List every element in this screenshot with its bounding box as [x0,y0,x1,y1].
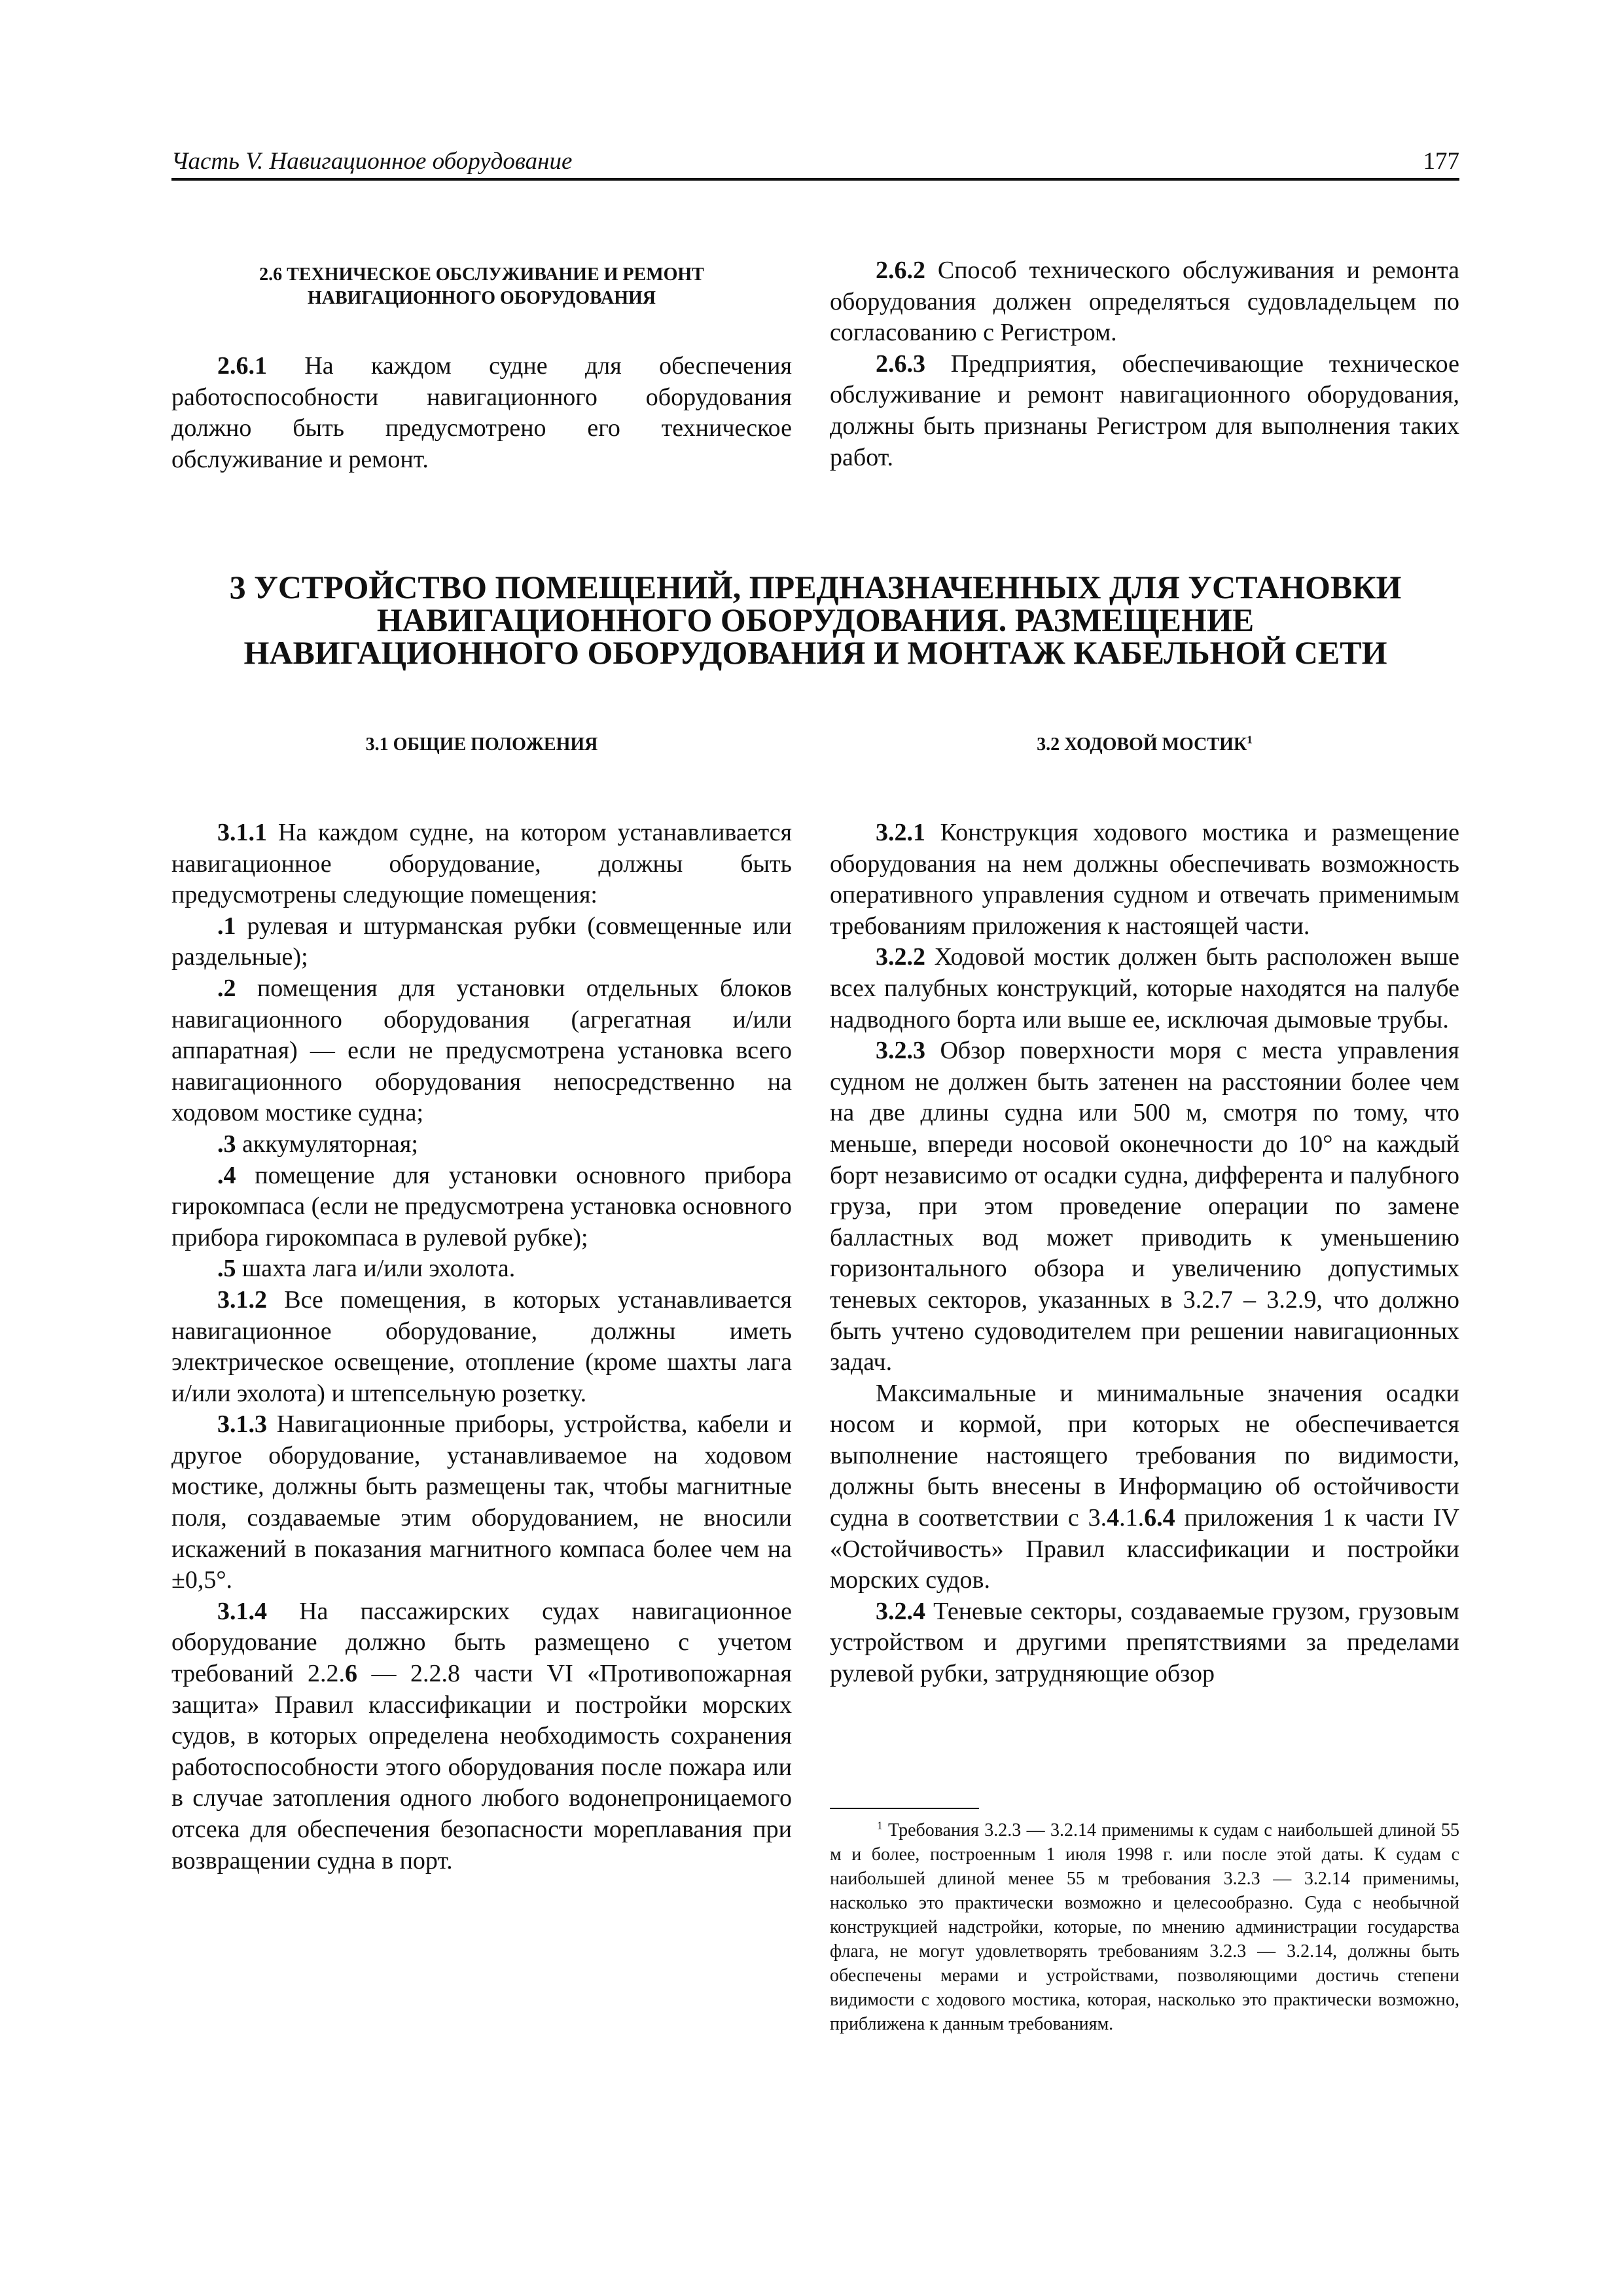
section-3-2-heading-text: 3.2 ХОДОВОЙ МОСТИК [1037,734,1247,755]
footnote [830,1818,1459,2036]
paragraph-number: 3.2.4 [876,1597,925,1625]
paragraph-text: Обзор поверхности моря с места управления судном не должен быть затенен на расстоянии более чем на две длины судна или 500 м, смотря по тому, что меньше, впереди носовой оконечности до 10° на каждый борт независимо от осадки судна, дифферента и палубного груза, при этом проведение операции по замене балластных вод может приводить к уменьшению горизонтального обзора и увеличению допустимых теневых секторов, указанных в 3.2.7 – 3.2.9, что должно быть учтено судоводителем при решении навигационных задач. [830,1037,1459,1376]
paragraph-3-1-2 [171,1285,792,1409]
paragraph-3-2-3-continued [830,1378,1459,1596]
paragraph-text: Теневые секторы, создаваемые грузом, грузовым устройством и другими препятствиями за пределами рулевой рубки, затрудняющие обзор [830,1597,1459,1688]
paragraph-number: 3.2.3 [876,1037,925,1065]
paragraph-3-2-3 [830,1035,1459,1378]
paragraph-2-6-3 [830,349,1459,473]
paragraph-number: 3.1.1 [217,819,267,846]
section-3-1-column [171,817,792,1876]
running-header-title: Часть V. Навигационное оборудование [171,148,573,175]
chapter-3-title [171,571,1459,669]
bold-reference: 4 [1107,1504,1120,1532]
chapter-title-line2: НАВИГАЦИОННОГО ОБОРУДОВАНИЯ. РАЗМЕЩЕНИЕ [376,601,1255,638]
paragraph-3-1-1 [171,817,792,911]
list-item-1 [171,911,792,973]
page-number: 177 [1423,148,1459,175]
list-number: .4 [217,1161,236,1189]
paragraph-text: приложения 1 к части IV «Остойчивость» Правил классификации и постройки морских судов. [830,1504,1459,1594]
paragraph-number: 3.1.3 [217,1410,267,1439]
paragraph-3-2-2 [830,942,1459,1035]
paragraph-number: 2.6.3 [876,350,925,378]
paragraph-3-1-3 [171,1409,792,1596]
footnote-reference: 1 [1247,733,1253,746]
running-header [171,143,1459,179]
paragraph-number: 2.6.2 [876,257,925,284]
paragraph-3-2-4 [830,1596,1459,1690]
paragraph-2-6-2 [830,255,1459,349]
section-2-6-heading-line1: 2.6 ТЕХНИЧЕСКОЕ ОБСЛУЖИВАНИЕ И РЕМОНТ [259,264,704,285]
paragraph-number: 3.2.1 [876,819,925,846]
paragraph-3-2-1 [830,817,1459,942]
paragraph-2-6-1 [171,351,792,475]
paragraph-text: Ходовой мостик должен быть расположен выше всех палубных конструкций, которые находятся на палубе надводного борта или выше ее, исключая дымовые трубы. [830,943,1459,1033]
paragraph-text: Конструкция ходового мостика и размещение оборудования на нем должны обеспечивать возможность оперативного управления судном и отвечать применимым требованиям приложения к настоящей части. [830,819,1459,940]
paragraph-text: На каждом судне для обеспечения работоспособности навигационного оборудования должно быть предусмотрено его техническое обслуживание и ремонт. [171,352,792,473]
list-text: шахта лага и/или эхолота. [236,1255,516,1283]
list-item-5 [171,1253,792,1285]
paragraph-text-continued: — 2.2.8 части VI «Противопожарная защита» Правил классификации и постройки морских судов, в которых определена необходимость сохранения работоспособности этого оборудования после пожара или в случае затопления одного любого водонепроницаемого отсека для обеспечения безопасности мореплавания при возвращении судна в порт. [171,1660,792,1874]
header-rule [171,178,1459,181]
paragraph-text: На пассажирских судах навигационное оборудование должно быть размещено с учетом требований 2.2. [171,1597,792,1688]
list-number: .5 [217,1255,236,1283]
section-2-6-left-column [171,351,792,475]
list-number: .3 [217,1130,236,1158]
footnote-paragraph [830,1818,1459,2036]
paragraph-text: Способ технического обслуживания и ремонта оборудования должен определяться судовладельцем по согласованию с Регистром. [830,257,1459,347]
paragraph-3-1-4 [171,1596,792,1876]
list-item-4 [171,1160,792,1254]
paragraph-text: На каждом судне, на котором устанавливается навигационное оборудование, должны быть предусмотрены следующие помещения: [171,819,792,909]
paragraph-number: 3.2.2 [876,943,925,971]
section-2-6-right-column [830,255,1459,473]
list-item-3 [171,1129,792,1160]
bold-reference: 6 [345,1660,358,1688]
list-number: .2 [217,974,236,1002]
section-3-2-heading [830,733,1459,757]
paragraph-number: 3.1.4 [217,1597,267,1625]
paragraph-text: Навигационные приборы, устройства, кабели и другое оборудование, устанавливаемое на ходовом мостике, должны быть размещены так, чтобы магнитные поля, создаваемые этим оборудованием, не вносили искажений в показания магнитного компаса более чем на ±0,5°. [171,1410,792,1594]
paragraph-number: 3.1.2 [217,1285,267,1314]
paragraph-number: 2.6.1 [217,352,267,380]
section-2-6-heading-line2: НАВИГАЦИОННОГО ОБОРУДОВАНИЯ [308,288,656,308]
paragraph-text: .1. [1119,1504,1145,1532]
list-text: рулевая и штурманская рубки (совмещенные или раздельные); [171,912,792,971]
paragraph-text: Предприятия, обеспечивающие техническое обслуживание и ремонт навигационного оборудования, должны быть признаны Регистром для выполнения таких работ. [830,350,1459,471]
list-item-2 [171,973,792,1129]
chapter-title-line1: 3 УСТРОЙСТВО ПОМЕЩЕНИЙ, ПРЕДНАЗНАЧЕННЫХ ДЛЯ УСТАНОВКИ [229,569,1402,605]
section-3-2-column [830,817,1459,1690]
footnote-text: Требования 3.2.3 — 3.2.14 применимы к судам с наибольшей длиной 55 м и более, построенным 1 июля 1998 г. или после этой даты. К судам с наибольшей длиной менее 55 м требования 3.2.3 — 3.2.14 применимы, насколько это практически возможно и целесообразно. Суда с необычной конструкцией надстройки, которые, по мнению администрации государства флага, не могут удовлетворять требованиям 3.2.3 — 3.2.14, должны быть обеспечены мерами и устройствами, позволяющими достичь степени видимости с ходового мостика, которая, насколько это практически возможно, приближена к данным требованиям. [830,1820,1459,2034]
paragraph-text: Максимальные и минимальные значения осадки носом и кормой, при которых не обеспечивается выполнение настоящего требования по видимости, должны быть внесены в Информацию об остойчивости судна в соответствии с 3. [830,1379,1459,1532]
paragraph-text: Все помещения, в которых устанавливается навигационное оборудование, должны иметь электрическое освещение, отопление (кроме шахты лага и/или эхолота) и штепсельную розетку. [171,1285,792,1407]
list-number: .1 [217,912,236,940]
list-text: аккумуляторная; [236,1130,418,1158]
section-2-6-heading [171,263,792,310]
list-text: помещения для установки отдельных блоков навигационного оборудования (агрегатная и/или аппаратная) — если не предусмотрена установка всего навигационного оборудования непосредственно на ходовом мостике судна; [171,974,792,1127]
bold-reference: 6.4 [1144,1504,1175,1532]
footnote-marker: 1 [877,1819,883,1832]
list-text: помещение для установки основного прибора гирокомпаса (если не предусмотрена установка основного прибора гирокомпаса в рулевой рубке); [171,1161,792,1251]
section-3-1-heading: 3.1 ОБЩИЕ ПОЛОЖЕНИЯ [365,734,598,755]
footnote-rule [830,1808,979,1809]
chapter-title-line3: НАВИГАЦИОННОГО ОБОРУДОВАНИЯ И МОНТАЖ КАБЕЛЬНОЙ СЕТИ [243,634,1387,671]
